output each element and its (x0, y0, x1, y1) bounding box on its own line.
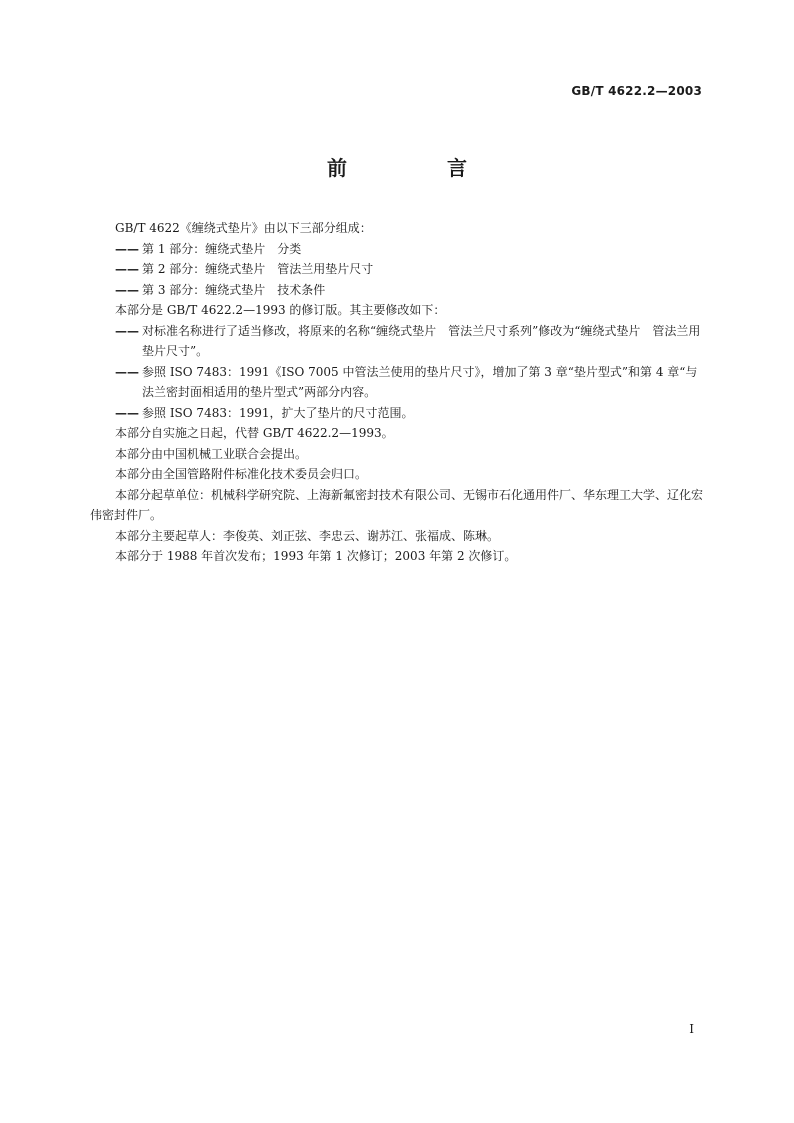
list-item-text: 第 3 部分：缠绕式垫片 技术条件 (142, 282, 326, 297)
page-title: 前 言 (327, 156, 507, 180)
list-item-part-2 (90, 259, 704, 280)
list-item-change-3 (90, 403, 704, 424)
paragraph-drafting-units: 本部分起草单位：机械科学研究院、上海新氟密封技术有限公司、无锡市石化通用件厂、华东理工大学、辽化宏伟密封件厂。 (90, 487, 704, 522)
dash-marker: —— (115, 262, 139, 276)
list-item-text: 第 1 部分：缠绕式垫片 分类 (142, 241, 302, 256)
paragraph-composition: GB/T 4622《缠绕式垫片》由以下三部分组成： (115, 221, 372, 235)
list-item-change-1 (90, 321, 704, 362)
dash-marker: —— (115, 241, 139, 256)
paragraph-revision: 本部分是 GB/T 4622.2—1993 的修订版。其主要修改如下： (115, 303, 446, 317)
paragraph-drafters: 本部分主要起草人：李俊英、刘正弦、李忠云、谢苏江、张福成、陈琳。 (115, 528, 500, 543)
page-number: I (689, 1022, 694, 1036)
list-item-change-2 (90, 362, 704, 403)
paragraph-replaces: 本部分自实施之日起，代替 GB/T 4622.2—1993。 (115, 426, 394, 440)
dash-marker: —— (115, 405, 139, 420)
preface-body (90, 218, 704, 567)
list-item-text: 第 2 部分：缠绕式垫片 管法兰用垫片尺寸 (142, 262, 374, 276)
list-item-part-1 (90, 239, 704, 260)
dash-marker: —— (115, 323, 139, 338)
paragraph-managed-by: 本部分由全国管路附件标准化技术委员会归口。 (115, 467, 368, 481)
dash-marker: —— (115, 364, 139, 379)
list-item-text: 参照 ISO 7483：1991《ISO 7005 中管法兰使用的垫片尺寸》，增加了第 3 章“垫片型式”和第 4 章“与法兰密封面相适用的垫片型式”两部分内容。 (142, 364, 698, 399)
list-item-part-3 (90, 280, 704, 301)
paragraph-proposed-by: 本部分由中国机械工业联合会提出。 (115, 446, 308, 461)
list-item-text: 对标准名称进行了适当修改，将原来的名称“缠绕式垫片 管法兰尺寸系列”修改为“缠绕式垫片 管法兰用垫片尺寸”。 (142, 323, 701, 358)
standard-code: GB/T 4622.2—2003 (571, 84, 702, 98)
paragraph-history: 本部分于 1988 年首次发布；1993 年第 1 次修订；2003 年第 2 次修订。 (115, 549, 517, 563)
list-item-text: 参照 ISO 7483：1991，扩大了垫片的尺寸范围。 (142, 405, 414, 420)
dash-marker: —— (115, 282, 139, 297)
